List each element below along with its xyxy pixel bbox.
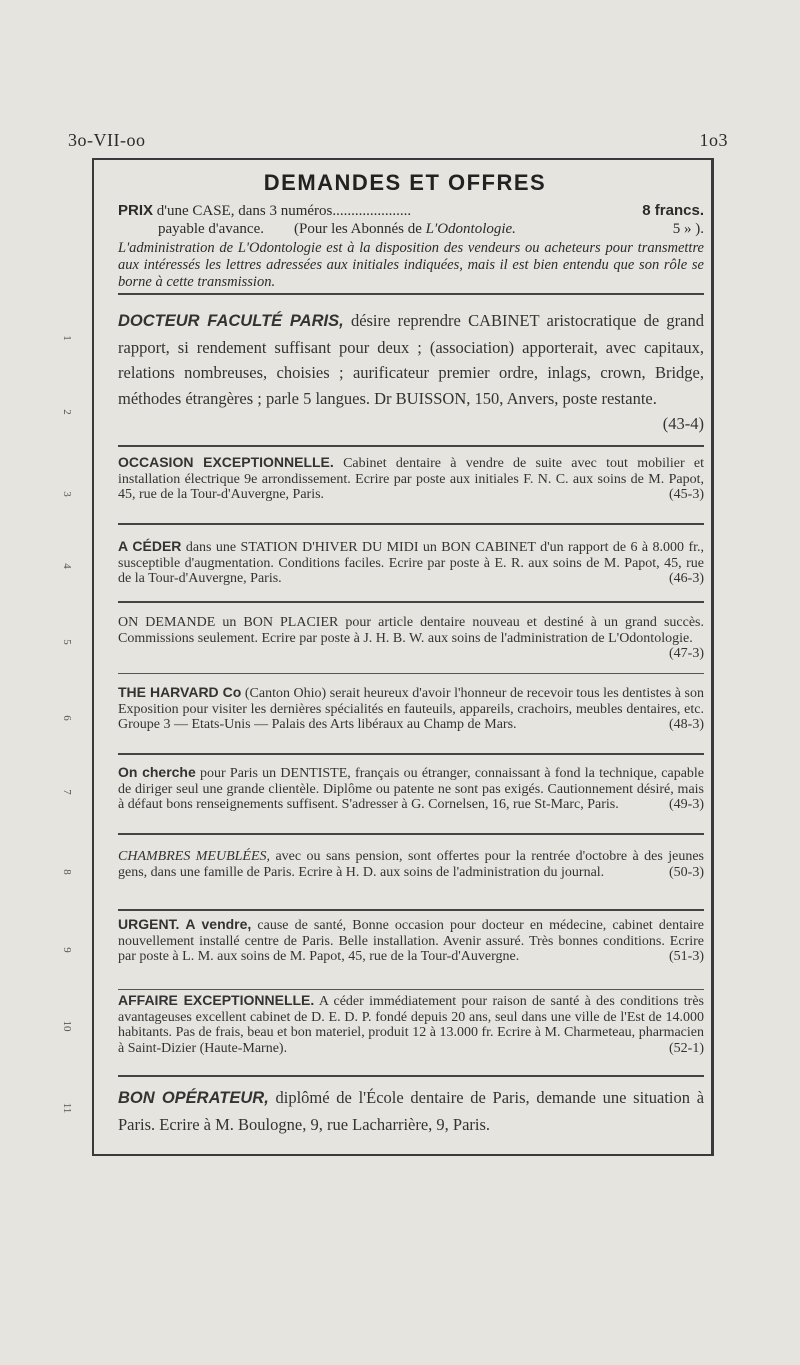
subscriber-price: 5 » ). (672, 221, 704, 237)
ad-lead: CHAMBRES MEUBLÉES, (118, 849, 271, 864)
price-text: d'une CASE, dans 3 numéros..................... (156, 203, 412, 219)
ad-lead: DOCTEUR FACULTÉ PARIS, (118, 312, 344, 330)
ad-ref: (45-3) (669, 487, 704, 502)
margin-number: 10 (61, 1020, 73, 1032)
ad-ref: (50-3) (669, 864, 704, 880)
divider (118, 293, 704, 295)
journal-name: L'Odontologie. (425, 221, 516, 237)
divider (118, 523, 704, 525)
ad-ref: (52-1) (669, 1040, 704, 1056)
ad-ref: (47-3) (669, 646, 704, 661)
margin-number: 6 (61, 715, 73, 721)
page-header (68, 130, 728, 152)
margin-number: 1 (61, 335, 73, 341)
price-label: PRIX (118, 202, 154, 219)
ad-text: (Canton Ohio) serait heureux d'avoir l'honneur de recevoir tous les dentistes à son Exposition pour visiter les dernières spécialités en fauteuils, appareils, crachoirs, meubles dentaires, etc. Groupe 3 — Etats-Unis — Palais des Arts libéraux au Champ de Mars. (118, 686, 704, 732)
ad-ref: (51-3) (669, 949, 704, 964)
divider (118, 989, 704, 990)
divider (118, 445, 704, 447)
ad-ref: (49-3) (669, 797, 704, 812)
margin-number: 5 (61, 639, 73, 645)
ad-item (118, 993, 704, 1056)
classifieds-content (100, 165, 710, 1150)
ad-lead: BON OPÉRATEUR, (118, 1089, 269, 1107)
section-title: DEMANDES ET OFFRES (263, 170, 547, 195)
ad-item (118, 539, 704, 587)
margin-number: 9 (61, 947, 73, 953)
intro-notice: L'administration de L'Odontologie est à la disposition des vendeurs ou acheteurs pour transmettre aux intéressés les lettres adressées aux initiales indiquées, mais il est bien entendu que son rôle se borne à cette transmission. (118, 240, 704, 290)
margin-number: 2 (61, 409, 73, 415)
margin-number: 11 (61, 1102, 73, 1114)
issue-date: 3o-VII-oo (68, 130, 146, 150)
price-line-1 (118, 202, 704, 220)
ad-text: diplômé de l'École dentaire de Paris, demande une situation à Paris. Ecrire à M. Boulogne, 9, rue Lacharrière, 9, Paris. (118, 1088, 705, 1134)
price-amount: 8 francs. (642, 202, 704, 219)
ad-text: un BON PLACIER pour article dentaire nouveau et destiné à un grand succès. Commissions seulement. Ecrire par poste à J. H. B. W. aux soins de l'administration de L'Odontologie. (118, 615, 704, 646)
ad-lead: URGENT. A vendre, (118, 916, 252, 932)
ad-lead: A CÉDER (118, 538, 182, 554)
ad-item (118, 849, 704, 880)
divider (118, 909, 704, 911)
price-line-2 (118, 221, 704, 238)
ad-text: A céder immédiatement pour raison de santé à des conditions très avantageuses excellent cabinet de D. E. D. P. fondé depuis 20 ans, seul dans une ville de l'Est de 14.000 habitants. Pas de frais, beau et bon materiel, produit 12 à 13.000 fr. Ecrire à M. Charmeteau, pharmacien à Saint-Dizier (Haute-Marne). (118, 994, 704, 1056)
ad-text: désire reprendre CABINET aristocratique de grand rapport, si rendement suffisant pour deux ; (association) apporterait, avec capitaux, relations nombreuses, choisies ; aurificateur premier ordre, inlags, crown, Bridge, méthodes étrangères ; parle 5 langues. Dr BUISSON, 150, Anvers, poste restante. (118, 311, 704, 408)
margin-number: 7 (61, 789, 73, 795)
ad-item (118, 308, 704, 437)
ad-ref: (48-3) (669, 717, 704, 732)
margin-number: 8 (61, 869, 73, 875)
divider (118, 833, 704, 835)
payment-terms: payable d'avance. (158, 221, 264, 237)
ad-text: pour Paris un DENTISTE, français ou étranger, connaissant à fond la technique, capable de diriger seul une grande clientèle. Diplôme ou patente ne sont pas exigés. Cautionnement désiré, mais à défaut bons renseignements suffisent. S'adresser à G. Cornelsen, 16, rue St-Marc, Paris. (118, 766, 705, 812)
ad-lead: AFFAIRE EXCEPTIONNELLE. (118, 992, 315, 1008)
divider (118, 673, 704, 674)
ad-item (118, 615, 704, 662)
ad-lead: THE HARVARD Co (118, 684, 242, 700)
divider (118, 601, 704, 603)
ad-item (118, 1085, 704, 1137)
divider (118, 1075, 704, 1077)
ad-text: avec ou sans pension, sont offertes pour la rentrée d'octobre à des jeunes gens, dans une famille de Paris. Ecrire à H. D. aux soins de l'administration du journal. (118, 849, 705, 880)
ad-ref: (43-4) (662, 414, 704, 433)
ad-text: cause de santé, Bonne occasion pour docteur en médecine, cabinet dentaire nouvellement installé centre de Paris. Belle installation. Avenir assuré. Très bonnes conditions. Ecrire par poste à L. M. aux soins de M. Papot, 45, rue de la Tour-d'Auvergne. (118, 918, 704, 964)
ad-item (118, 685, 704, 733)
ad-lead: ON DEMANDE (118, 615, 216, 630)
subscriber-note: (Pour les Abonnés de (293, 221, 422, 237)
ad-item (118, 455, 704, 503)
ad-lead: On cherche (118, 764, 196, 780)
margin-number: 4 (61, 563, 73, 569)
margin-number: 3 (61, 491, 73, 497)
ad-text: dans une STATION D'HIVER DU MIDI un BON CABINET d'un rapport de 6 à 8.000 fr., susceptible d'augmentation. Conditions faciles. Ecrire par poste à E. R. aux soins de M. Papot, 45, rue de la Tour-d'Auvergne, Paris. (118, 540, 704, 586)
page-number: 1o3 (699, 130, 728, 150)
ad-text: Cabinet dentaire à vendre de suite avec tout mobilier et installation électrique 9e arrondissement. Ecrire par poste aux initiales F. N. C. aux soins de M. Papot, 45, rue de la Tour-d'Auvergne, Paris. (118, 456, 704, 502)
ad-item (118, 765, 704, 813)
ad-lead: OCCASION EXCEPTIONNELLE. (118, 454, 334, 470)
ad-ref: (46-3) (669, 571, 704, 586)
ad-item (118, 917, 704, 965)
divider (118, 753, 704, 755)
